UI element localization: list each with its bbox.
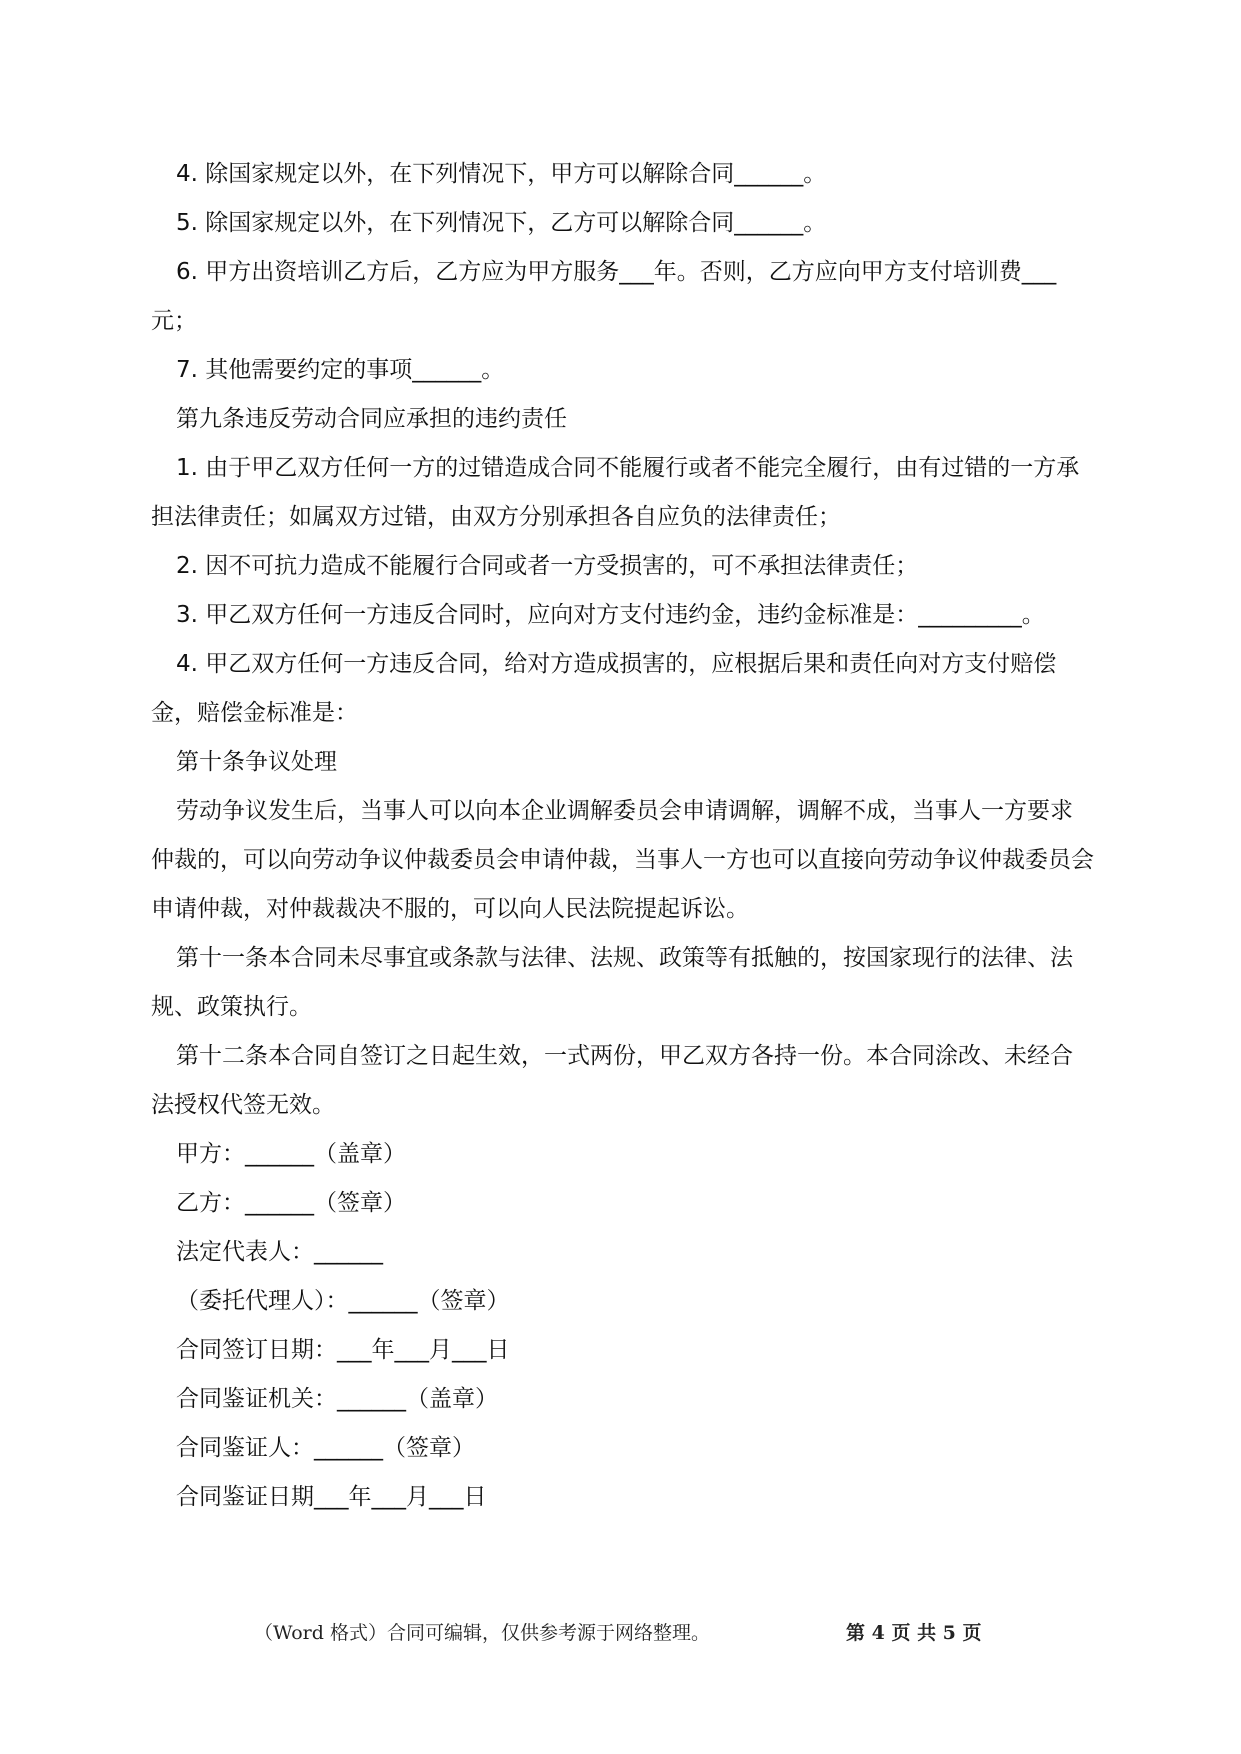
certification-authority-line: 合同鉴证机关：______（盖章） bbox=[176, 1386, 498, 1412]
clause-11: 第十一条本合同未尽事宜或条款与法律、法规、政策等有抵触的，按国家现行的法律、法规、政策执行。 bbox=[151, 945, 1073, 1020]
authorized-agent-line: （委托代理人）：______（签章） bbox=[176, 1288, 510, 1314]
clause-8-item-5: 5. 除国家规定以外，在下列情况下，乙方可以解除合同______。 bbox=[176, 210, 827, 236]
document-body bbox=[151, 150, 1095, 1522]
clause-10-body: 劳动争议发生后，当事人可以向本企业调解委员会申请调解，调解不成，当事人一方要求仲裁的，可以向劳动争议仲裁委员会申请仲裁，当事人一方也可以直接向劳动争议仲裁委员会申请仲裁，对仲裁裁决不服的，可以向人民法院提起诉讼。 bbox=[151, 798, 1094, 922]
clause-9-item-3: 3. 甲乙双方任何一方违反合同时，应向对方支付违约金，违约金标准是：_________。 bbox=[176, 602, 1045, 628]
clause-8-item-6: 6. 甲方出资培训乙方后，乙方应为甲方服务___年。否则，乙方应向甲方支付培训费___元； bbox=[151, 259, 1057, 334]
clause-12: 第十二条本合同自签订之日起生效，一式两份，甲乙双方各持一份。本合同涂改、未经合法授权代签无效。 bbox=[151, 1043, 1073, 1118]
certification-date-line: 合同鉴证日期___年___月___日 bbox=[176, 1484, 487, 1510]
page-number: 第 4 页 共 5 页 bbox=[846, 1622, 982, 1644]
clause-9-item-1: 1. 由于甲乙双方任何一方的过错造成合同不能履行或者不能完全履行，由有过错的一方承担法律责任；如属双方过错，由双方分别承担各自应负的法律责任； bbox=[151, 455, 1080, 530]
clause-8-item-4: 4. 除国家规定以外，在下列情况下，甲方可以解除合同______。 bbox=[176, 161, 827, 187]
clause-9-heading: 第九条违反劳动合同应承担的违约责任 bbox=[176, 406, 567, 432]
certifier-line: 合同鉴证人：______（签章） bbox=[176, 1435, 475, 1461]
legal-representative-line: 法定代表人：______ bbox=[176, 1239, 383, 1265]
clause-10-heading: 第十条争议处理 bbox=[176, 749, 337, 775]
clause-9-item-2: 2. 因不可抗力造成不能履行合同或者一方受损害的，可不承担法律责任； bbox=[176, 553, 919, 579]
party-b-signature-line: 乙方：______（签章） bbox=[176, 1190, 406, 1216]
party-a-signature-line: 甲方：______（盖章） bbox=[176, 1141, 406, 1167]
clause-9-item-4: 4. 甲乙双方任何一方违反合同，给对方造成损害的，应根据后果和责任向对方支付赔偿金，赔偿金标准是： bbox=[151, 651, 1057, 726]
signing-date-line: 合同签订日期：___年___月___日 bbox=[176, 1337, 510, 1363]
footer-note: （Word 格式）合同可编辑，仅供参考源于网络整理。 bbox=[254, 1622, 710, 1644]
clause-8-item-7: 7. 其他需要约定的事项______。 bbox=[176, 357, 505, 383]
